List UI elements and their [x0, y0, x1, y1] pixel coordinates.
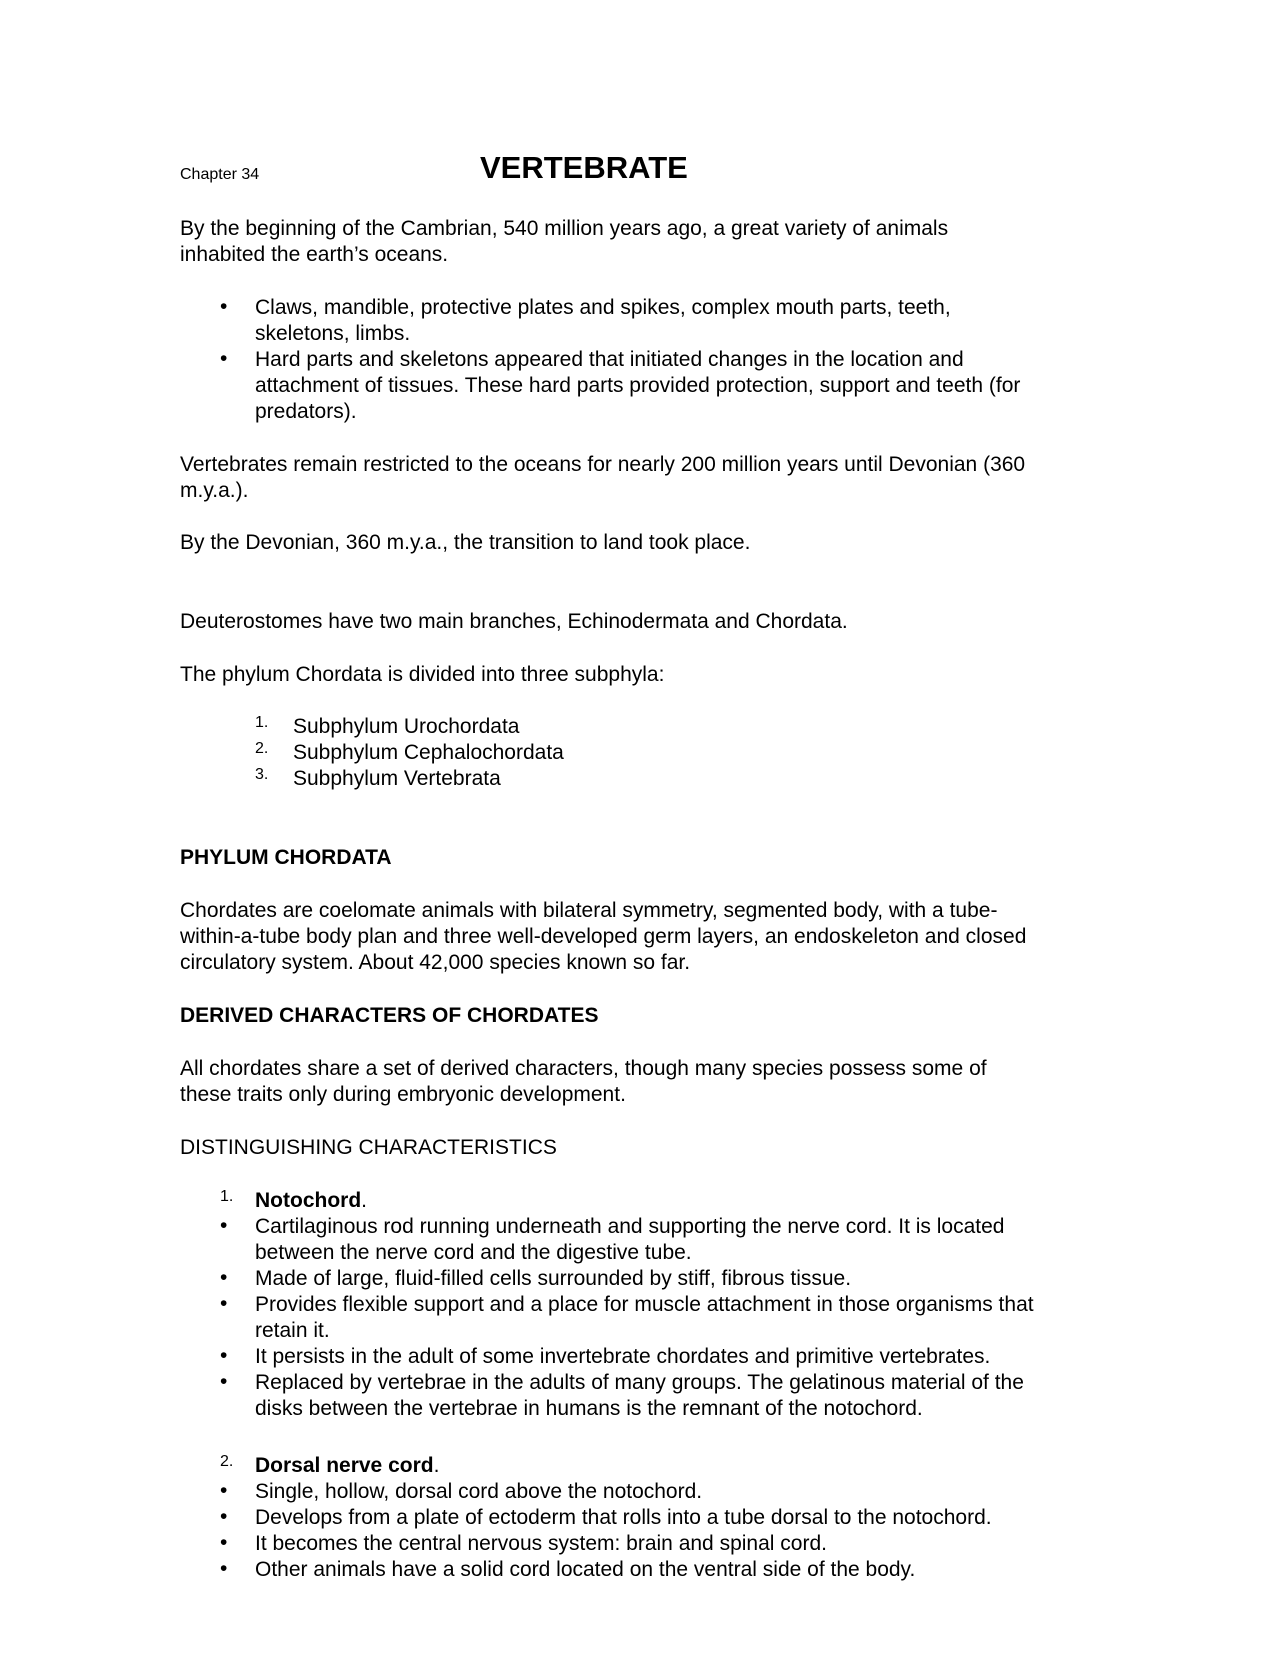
- section-title: Notochord: [255, 1189, 362, 1212]
- bullet-icon: •: [220, 1531, 228, 1554]
- intro-paragraph: [180, 216, 948, 268]
- bullet-icon: •: [220, 1557, 228, 1580]
- chordates-paragraph: Chordates are coelomate animals with bilateral symmetry, segmented body, with a tube- within-a-tube body plan and three well-developed germ layers, an endoskeleton and closed circulatory system. About 42,000 species known so far.: [180, 899, 1027, 974]
- phylum-paragraph: The phylum Chordata is divided into three subphyla:: [180, 663, 665, 686]
- heading-derived-characters: DERIVED CHARACTERS OF CHORDATES: [180, 1004, 599, 1027]
- bullet-icon: •: [220, 295, 228, 318]
- chapter-label: Chapter 34: [180, 166, 260, 183]
- derived-paragraph: All chordates share a set of derived characters, though many species possess some of these traits only during embryonic development.: [180, 1057, 987, 1106]
- heading-distinguishing: DISTINGUISHING CHARACTERISTICS: [180, 1136, 557, 1159]
- list-item: • Replaced by vertebrae in the adults of many groups. The gelatinous material of the disks between the vertebrae in humans is the remnant of the notochord.: [220, 1370, 1024, 1420]
- numbered-item: 1. Notochord.: [220, 1188, 367, 1212]
- intro-bullet-list: [180, 295, 1020, 425]
- numbered-item: 2. Dorsal nerve cord.: [220, 1453, 440, 1477]
- list-item: • Made of large, fluid-filled cells surrounded by stiff, fibrous tissue.: [220, 1266, 852, 1290]
- list-number: 1.: [255, 714, 269, 731]
- bullet-icon: •: [220, 1344, 228, 1367]
- subphyla-list: [180, 714, 564, 792]
- list-item: 2. Subphylum Cephalochordata: [255, 740, 564, 764]
- heading-phylum-chordata: PHYLUM CHORDATA: [180, 846, 392, 869]
- devonian-paragraph: By the Devonian, 360 m.y.a., the transition to land took place.: [180, 531, 751, 554]
- list-item: • Claws, mandible, protective plates and spikes, complex mouth parts, teeth, skeletons, limbs.: [220, 295, 951, 345]
- list-item: • Hard parts and skeletons appeared that initiated changes in the location and attachment of tissues. These hard parts provided protection, support and teeth (for predators).: [220, 347, 1021, 423]
- list-number: 2.: [255, 740, 269, 757]
- deuterostomes-paragraph: Deuterostomes have two main branches, Echinodermata and Chordata.: [180, 610, 848, 633]
- bullet-icon: •: [220, 1292, 228, 1315]
- chapter-header: [180, 150, 1110, 190]
- page-title: VERTEBRATE: [480, 150, 688, 185]
- list-item: • Single, hollow, dorsal cord above the notochord.: [220, 1479, 703, 1503]
- bullet-icon: •: [220, 1214, 228, 1237]
- intro-line: By the beginning of the Cambrian, 540 million years ago, a great variety of animals: [180, 217, 949, 240]
- list-item: • It persists in the adult of some invertebrate chordates and primitive vertebrates.: [220, 1344, 991, 1368]
- list-item: • Cartilaginous rod running underneath and supporting the nerve cord. It is located between the nerve cord and the digestive tube.: [220, 1214, 1005, 1264]
- intro-line: inhabited the earth’s oceans.: [180, 243, 449, 266]
- bullet-icon: •: [220, 1479, 228, 1502]
- bullet-icon: •: [220, 1370, 228, 1393]
- list-item: 3. Subphylum Vertebrata: [255, 766, 501, 790]
- bullet-icon: •: [220, 1505, 228, 1528]
- list-item: • Develops from a plate of ectoderm that rolls into a tube dorsal to the notochord.: [220, 1505, 992, 1529]
- nerve-cord-section: [180, 1453, 992, 1583]
- list-number: 2.: [220, 1453, 234, 1470]
- vertebrates-paragraph: Vertebrates remain restricted to the oceans for nearly 200 million years until Devonian (360 m.y.a.).: [180, 453, 1026, 502]
- bullet-icon: •: [220, 347, 228, 370]
- section-title: Dorsal nerve cord: [255, 1454, 434, 1477]
- notochord-section: [180, 1188, 1034, 1422]
- bullet-icon: •: [220, 1266, 228, 1289]
- list-number: 1.: [220, 1188, 234, 1205]
- list-item: • Provides flexible support and a place for muscle attachment in those organisms that retain it.: [220, 1292, 1034, 1342]
- list-number: 3.: [255, 766, 269, 783]
- list-item: • Other animals have a solid cord located on the ventral side of the body.: [220, 1557, 916, 1581]
- list-item: • It becomes the central nervous system: brain and spinal cord.: [220, 1531, 827, 1555]
- list-item: 1. Subphylum Urochordata: [255, 714, 520, 738]
